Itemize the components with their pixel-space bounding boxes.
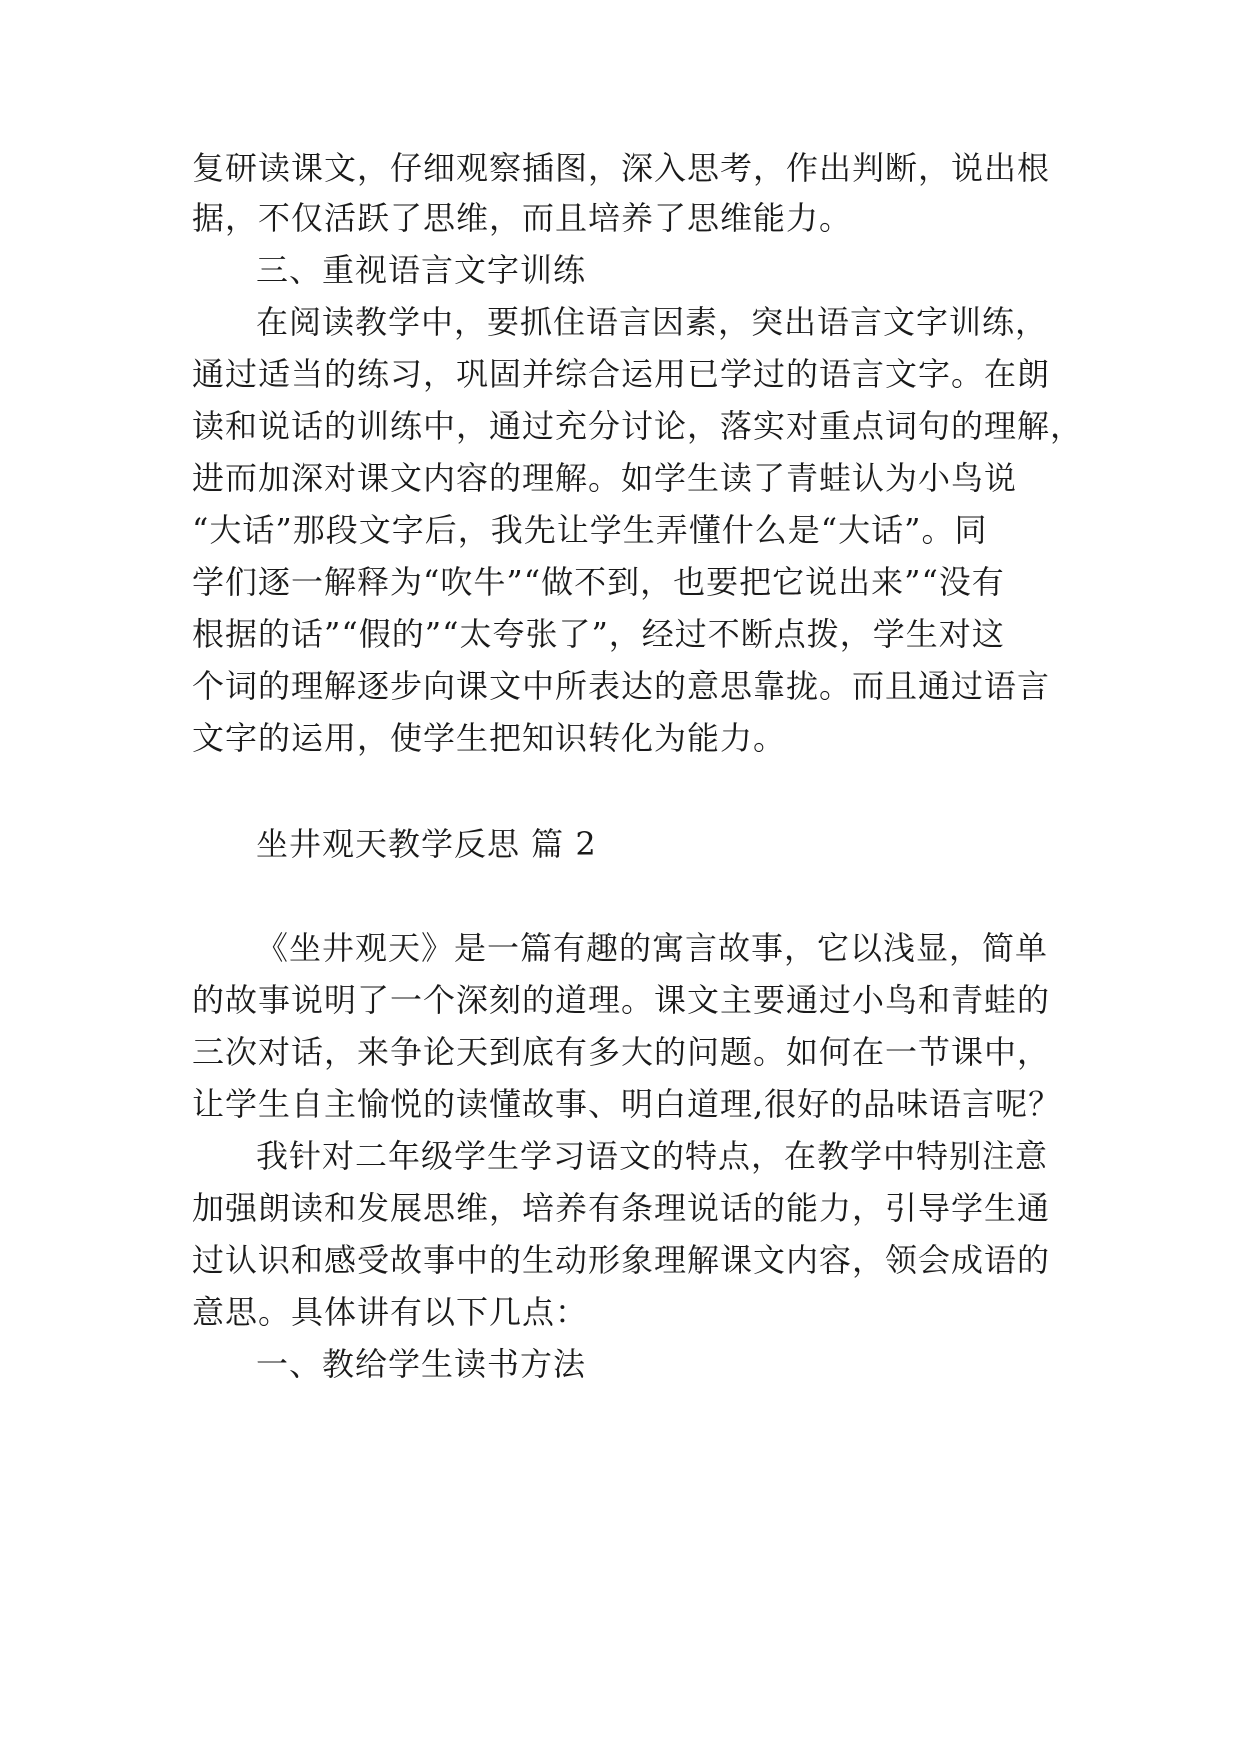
- paragraph-line: 意思。具体讲有以下几点：: [192, 1293, 589, 1331]
- paragraph-line: 读和说话的训练中，通过充分讨论，落实对重点词句的理解，: [192, 407, 1084, 445]
- paragraph-line: 加强朗读和发展思维，培养有条理说话的能力，引导学生通: [192, 1189, 1051, 1227]
- paragraph-line: 《坐井观天》是一篇有趣的寓言故事，它以浅显，简单: [256, 929, 1049, 967]
- paragraph-line: 的故事说明了一个深刻的道理。课文主要通过小鸟和青蛙的: [192, 981, 1051, 1019]
- article-title: 坐井观天教学反思 篇 2: [256, 825, 597, 863]
- paragraph-line: 通过适当的练习，巩固并综合运用已学过的语言文字。在朗: [192, 355, 1051, 393]
- paragraph-line: 在阅读教学中，要抓住语言因素，突出语言文字训练，: [256, 303, 1049, 341]
- paragraph-line: 进而加深对课文内容的理解。如学生读了青蛙认为小鸟说: [192, 459, 1018, 497]
- section-heading: 三、重视语言文字训练: [256, 251, 587, 289]
- paragraph-line: “大话”那段文字后，我先让学生弄懂什么是“大话”。同: [192, 511, 988, 549]
- paragraph-line: 我针对二年级学生学习语文的特点，在教学中特别注意: [256, 1137, 1049, 1175]
- paragraph-line: 文字的运用，使学生把知识转化为能力。: [192, 719, 787, 757]
- section-heading: 一、教给学生读书方法: [256, 1345, 587, 1383]
- paragraph-line: 三次对话，来争论天到底有多大的问题。如何在一节课中，: [192, 1033, 1051, 1071]
- paragraph-line: 学们逐一解释为“吹牛”“做不到，也要把它说出来”“没有: [192, 563, 1005, 601]
- paragraph-line: 个词的理解逐步向课文中所表达的意思靠拢。而且通过语言: [192, 667, 1051, 705]
- paragraph-line: 复研读课文，仔细观察插图，深入思考，作出判断，说出根: [192, 149, 1051, 187]
- paragraph-line: 让学生自主愉悦的读懂故事、明白道理,很好的品味语言呢？: [192, 1085, 1062, 1123]
- paragraph-line: 过认识和感受故事中的生动形象理解课文内容，领会成语的: [192, 1241, 1051, 1279]
- paragraph-line: 根据的话”“假的”“太夸张了”，经过不断点拨，学生对这: [192, 615, 1005, 653]
- paragraph-line: 据，不仅活跃了思维，而且培养了思维能力。: [192, 199, 853, 237]
